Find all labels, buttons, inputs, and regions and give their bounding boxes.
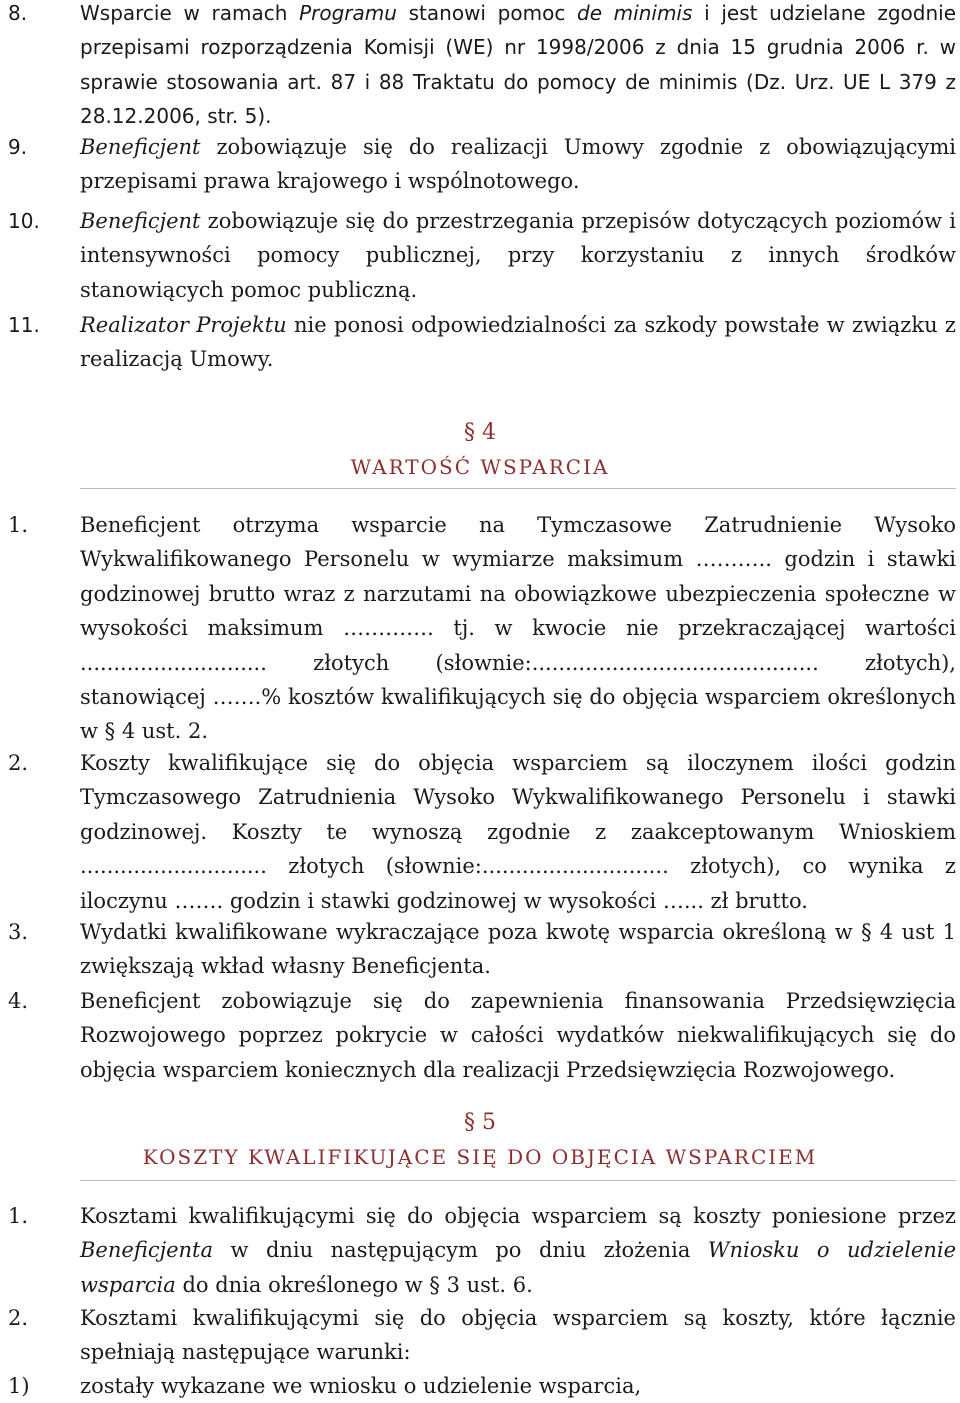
- item-number: 1): [8, 1374, 30, 1398]
- list-item: [0, 1301, 956, 1370]
- item-text: Beneficjent zobowiązuje się do realizacji Umowy zgodnie z obowiązującymi przepisami prawa krajowego i wspólnotowego.: [80, 135, 956, 194]
- list-item: [0, 0, 956, 134]
- list-item: [0, 984, 956, 1087]
- item-number: 3.: [8, 920, 29, 944]
- list-item: [0, 130, 956, 199]
- item-text: Beneficjent zobowiązuje się do zapewnienia finansowania Przedsięwzięcia Rozwojowego poprzez pokrycie w całości wydatków niekwalifikujących się do objęcia wsparciem koniecznych dla realizacji Przedsięwzięcia Rozwojowego.: [80, 989, 956, 1082]
- section-number: § 4: [464, 420, 496, 445]
- item-number: 11.: [8, 313, 40, 337]
- item-text: Beneficjent zobowiązuje się do przestrzegania przepisów dotyczących poziomów i intensywności pomocy publicznej, przy korzystaniu z innych środków stanowiących pomoc publiczną.: [80, 209, 956, 302]
- section-number: § 5: [464, 1110, 496, 1135]
- section-divider: [80, 1180, 956, 1181]
- item-number: 8.: [8, 1, 28, 25]
- list-item: [0, 915, 956, 984]
- item-text: Wsparcie w ramach Programu stanowi pomoc de minimis i jest udzielane zgodnie przepisami rozporządzenia Komisji (WE) nr 1998/2006 z dnia 15 grudnia 2006 r. w sprawie stosowania art. 87 i 88 Traktatu do pomocy de minimis (Dz. Urz. UE L 379 z 28.12.2006, str. 5).: [80, 1, 957, 129]
- item-text: Kosztami kwalifikującymi się do objęcia wsparciem są koszty poniesione przez Beneficjenta w dniu następującym po dniu złożenia Wniosku o udzielenie wsparcia do dnia określonego w § 3 ust. 6.: [80, 1204, 957, 1297]
- item-text: Realizator Projektu nie ponosi odpowiedzialności za szkody powstałe w związku z realizacją Umowy.: [80, 313, 956, 372]
- item-number: 4.: [8, 989, 29, 1013]
- item-text: Kosztami kwalifikującymi się do objęcia wsparciem są koszty, które łącznie spełniają następujące warunki:: [80, 1306, 956, 1365]
- item-number: 1.: [8, 1204, 29, 1228]
- list-item: [0, 1199, 956, 1302]
- item-number: 2.: [8, 751, 29, 775]
- section-divider: [80, 488, 956, 489]
- list-item: [0, 746, 956, 918]
- list-item: [0, 508, 956, 749]
- list-item: [0, 204, 956, 307]
- sub-list-item: [0, 1369, 956, 1403]
- item-text: Wydatki kwalifikowane wykraczające poza kwotę wsparcia określoną w § 4 ust 1 zwiększają wkład własny Beneficjenta.: [80, 920, 956, 979]
- item-number: 1.: [8, 513, 29, 537]
- section-title: KOSZTY KWALIFIKUJĄCE SIĘ DO OBJĘCIA WSPARCIEM: [142, 1145, 818, 1169]
- item-number: 9.: [8, 135, 28, 159]
- item-number: 2.: [8, 1306, 29, 1330]
- item-text: zostały wykazane we wniosku o udzielenie wsparcia,: [80, 1374, 642, 1398]
- item-text: Koszty kwalifikujące się do objęcia wsparciem są iloczynem ilości godzin Tymczasowego Zatrudnienia Wysoko Wykwalifikowanego Personelu i stawki godzinowej. Koszty te wynoszą zgodnie z zaakceptowanym Wnioskiem ............................ złotych (słownie:............................ złotych), co wynika z iloczynu ……. godzin i stawki godzinowej w wysokości …... zł brutto.: [80, 751, 956, 913]
- item-text: Beneficjent otrzyma wsparcie na Tymczasowe Zatrudnienie Wysoko Wykwalifikowanego Personelu w wymiarze maksimum ……….. godzin i stawki godzinowej brutto wraz z narzutami na obowiązkowe ubezpieczenia społeczne w wysokości maksimum …………. tj. w kwocie nie przekraczającej wartości ............................ złotych (słownie:........................................... złotych), stanowiącej …….% kosztów kwalifikujących się do objęcia wsparciem określonych w § 4 ust. 2.: [80, 513, 956, 744]
- item-number: 10.: [8, 209, 40, 233]
- list-item: [0, 308, 956, 377]
- section-title: WARTOŚĆ WSPARCIA: [350, 455, 610, 479]
